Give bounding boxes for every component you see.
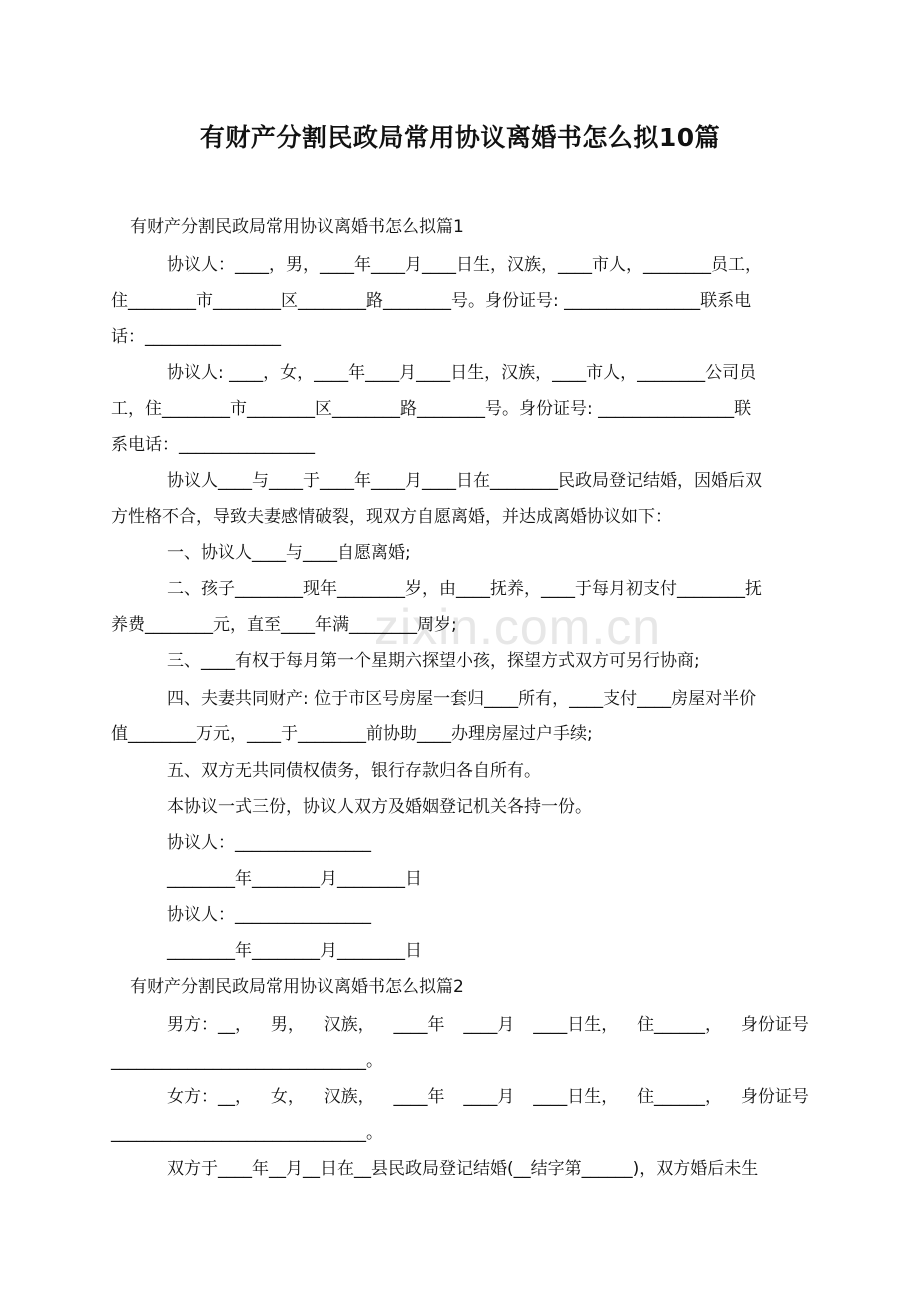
text-part: 汉族， bbox=[323, 1015, 375, 1035]
clause-line: 五、双方无共同债权债务，银行存款归各自所有。 bbox=[167, 761, 541, 781]
paragraph-line: 协议人: ____，女，____年____月____日生，汉族，____市人，________公司员 bbox=[167, 363, 757, 383]
date-line: ________年________月________日 bbox=[167, 869, 422, 889]
text-part: ____月 bbox=[463, 1087, 515, 1107]
paragraph-line: 协议人____与____于____年____月____日在________民政局登记结婚，因婚后双 bbox=[167, 471, 762, 491]
section-heading-1: 有财产分割民政局常用协议离婚书怎么拟篇1 bbox=[130, 217, 464, 237]
id-number-line: ______________________________。 bbox=[111, 1123, 383, 1143]
section-heading-2: 有财产分割民政局常用协议离婚书怎么拟篇2 bbox=[130, 977, 464, 997]
text-part: ____月 bbox=[463, 1015, 515, 1035]
text-part: 住______， bbox=[637, 1015, 723, 1035]
paragraph-line: 住________市________区________路________号。身份证号: ________________联系电 bbox=[111, 291, 752, 311]
text-part: 男方：__， bbox=[167, 1015, 252, 1035]
paragraph-line: 系电话：________________ bbox=[111, 435, 315, 455]
clause-line: 二、孩子________现年________岁，由____抚养，____于每月初支付________抚 bbox=[167, 579, 762, 599]
watermark: zixin.com.cn bbox=[374, 599, 662, 655]
text-part: ____日生， bbox=[533, 1015, 619, 1035]
clause-line: 一、协议人____与____自愿离婚; bbox=[167, 543, 411, 563]
paragraph-line: 本协议一式三份，协议人双方及婚姻登记机关各持一份。 bbox=[167, 797, 592, 817]
text-part: 女方：__， bbox=[167, 1087, 252, 1107]
female-party-line bbox=[167, 1086, 809, 1108]
clause-line: 三、____有权于每月第一个星期六探望小孩，探望方式双方可另行协商; bbox=[167, 651, 700, 671]
paragraph-line: 协议人：____，男，____年____月____日生，汉族，____市人，________员工， bbox=[167, 255, 762, 275]
date-line: ________年________月________日 bbox=[167, 941, 422, 961]
text-part: 身份证号 bbox=[740, 1087, 809, 1107]
text-part: ____年 bbox=[393, 1087, 445, 1107]
signature-line: 协议人：________________ bbox=[167, 833, 371, 853]
male-party-line bbox=[167, 1014, 809, 1036]
text-part: 女， bbox=[270, 1087, 305, 1107]
paragraph-line: 工，住________市________区________路________号。身份证号: ________________联 bbox=[111, 399, 752, 419]
text-part: ____年 bbox=[393, 1015, 445, 1035]
id-number-line: ______________________________。 bbox=[111, 1051, 383, 1071]
text-part: 身份证号 bbox=[740, 1015, 809, 1035]
signature-line: 协议人：________________ bbox=[167, 905, 371, 925]
text-part: 汉族， bbox=[323, 1087, 375, 1107]
text-part: ____日生， bbox=[533, 1087, 619, 1107]
paragraph-line: 方性格不合，导致夫妻感情破裂，现双方自愿离婚，并达成离婚协议如下： bbox=[111, 507, 672, 527]
text-part: 男， bbox=[270, 1015, 305, 1035]
paragraph-line: 双方于____年__月__日在__县民政局登记结婚(__结字第______)，双方婚后未生 bbox=[167, 1159, 759, 1179]
clause-line: 四、夫妻共同财产: 位于市区号房屋一套归____所有，____支付____房屋对半价 bbox=[167, 689, 757, 709]
clause-line: 值________万元，____于________前协助____办理房屋过户手续; bbox=[111, 724, 593, 744]
text-part: 住______， bbox=[637, 1087, 723, 1107]
paragraph-line: 话：________________ bbox=[111, 327, 281, 347]
page-title: 有财产分割民政局常用协议离婚书怎么拟10篇 bbox=[199, 123, 721, 152]
clause-line: 养费________元，直至____年满________周岁; bbox=[111, 615, 457, 635]
